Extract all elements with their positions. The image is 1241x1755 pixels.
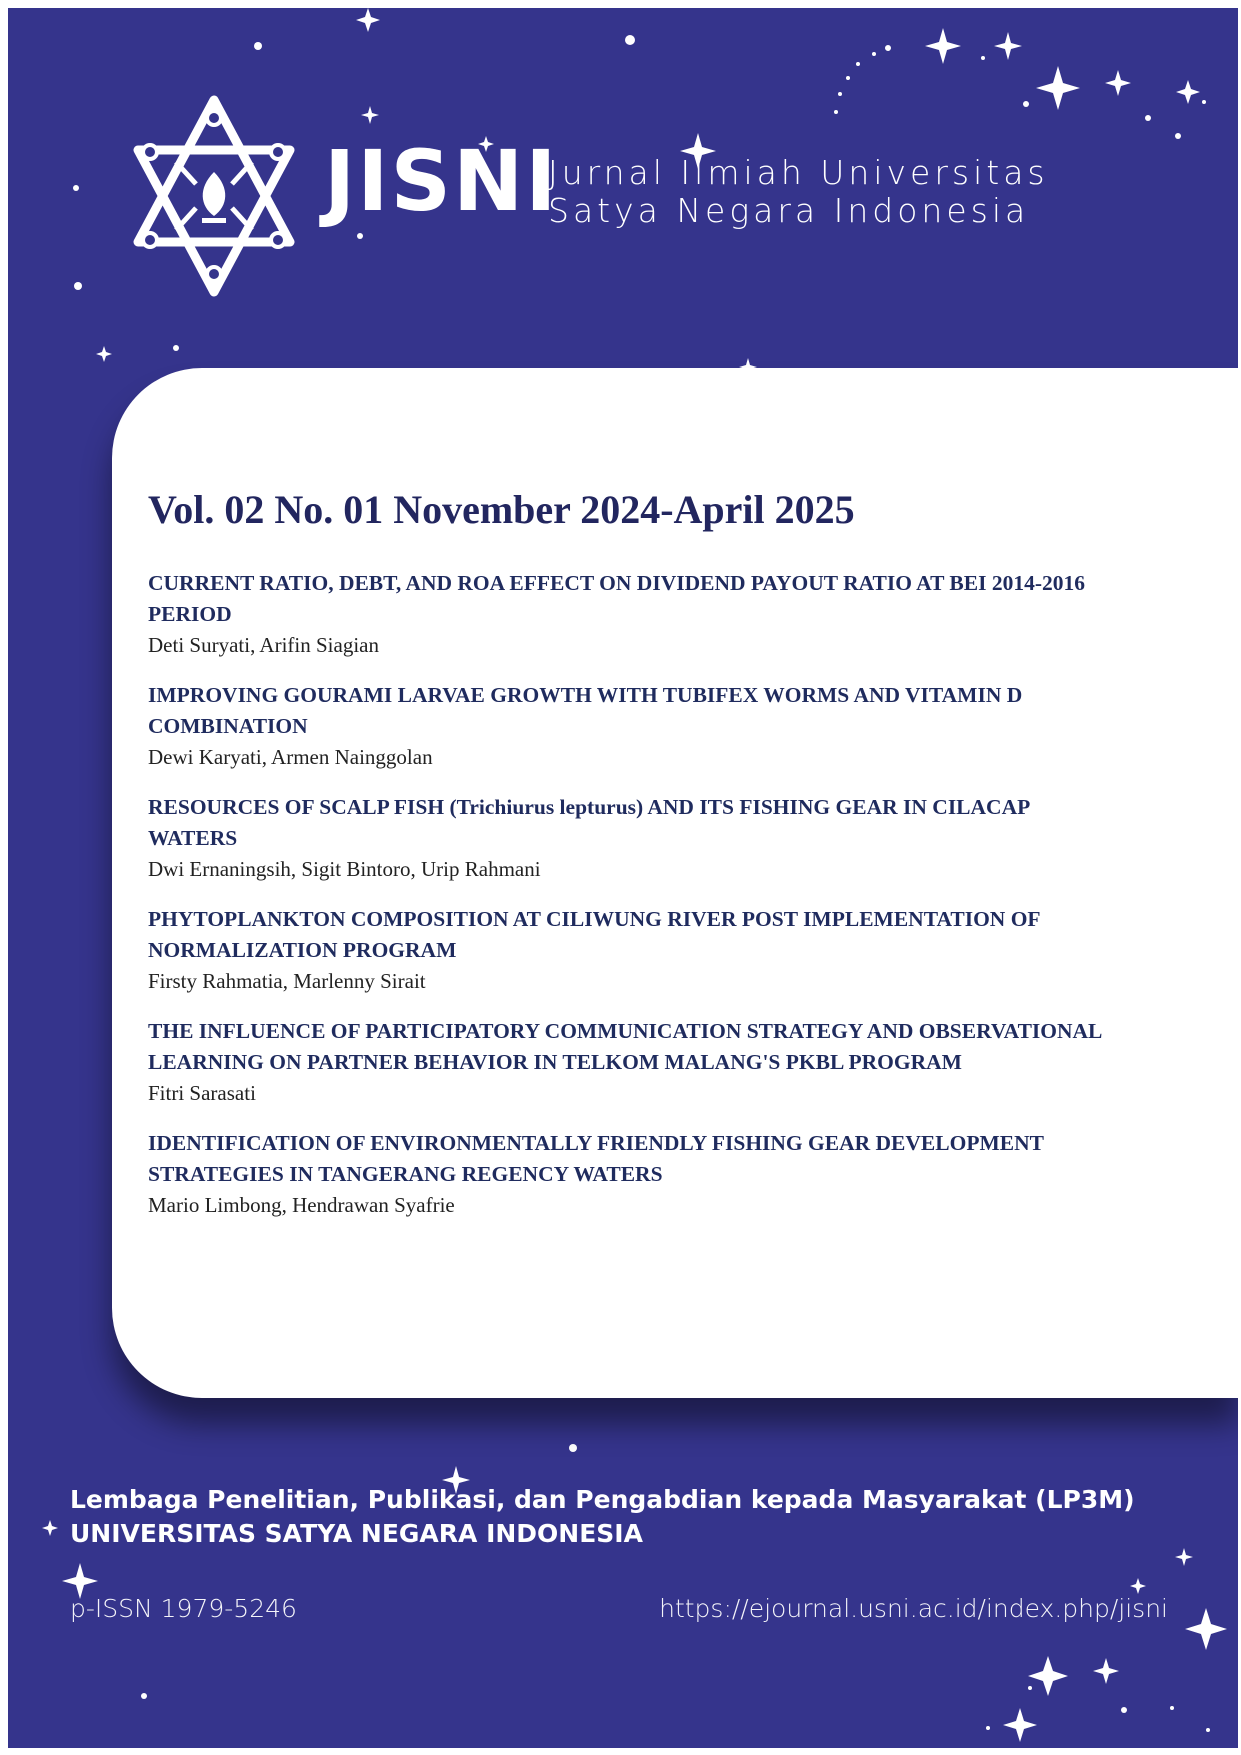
sparkle-icon [994, 32, 1022, 60]
sparkle-icon [1093, 1658, 1119, 1684]
publisher-institution: Lembaga Penelitian, Publikasi, dan Pengabdian kepada Masyarakat (LP3M) [70, 1485, 1135, 1514]
article-item [148, 680, 1108, 772]
article-title: THE INFLUENCE OF PARTICIPATORY COMMUNICATION STRATEGY AND OBSERVATIONAL LEARNING ON PARTNER BEHAVIOR IN TELKOM MALANG'S PKBL PROGRAM [148, 1019, 1102, 1074]
sparkle-icon [42, 1520, 58, 1536]
article-title: RESOURCES OF SCALP FISH (Trichiurus lepturus) AND ITS FISHING GEAR IN CILACAP WATERS [148, 795, 1030, 850]
publisher-university: UNIVERSITAS SATYA NEGARA INDONESIA [70, 1519, 643, 1548]
article-authors: Mario Limbong, Hendrawan Syafrie [148, 1193, 455, 1217]
sparkle-icon [1105, 70, 1131, 96]
article-authors: Dewi Karyati, Armen Nainggolan [148, 745, 433, 769]
article-item [148, 1016, 1108, 1108]
sparkle-icon [96, 346, 112, 362]
issue-title: Vol. 02 No. 01 November 2024-April 2025 [148, 487, 855, 532]
article-title: PHYTOPLANKTON COMPOSITION AT CILIWUNG RIVER POST IMPLEMENTATION OF NORMALIZATION PROGRAM [148, 907, 1040, 962]
sparkle-icon [1036, 66, 1080, 110]
publisher-block [70, 1483, 1210, 1551]
issn-number: p-ISSN 1979-5246 [70, 1594, 297, 1623]
sparkle-icon [356, 8, 380, 32]
article-authors: Firsty Rahmatia, Marlenny Sirait [148, 969, 426, 993]
contents-card [112, 368, 1238, 1398]
article-title: IMPROVING GOURAMI LARVAE GROWTH WITH TUBIFEX WORMS AND VITAMIN D COMBINATION [148, 683, 1023, 738]
article-item [148, 1128, 1108, 1220]
sparkle-icon [1028, 1656, 1068, 1696]
journal-name-line-2: Satya Negara Indonesia [548, 191, 1030, 230]
star-of-circuits-emblem-icon [128, 92, 300, 300]
article-title: CURRENT RATIO, DEBT, AND ROA EFFECT ON DIVIDEND PAYOUT RATIO AT BEI 2014-2016 PERIOD [148, 571, 1085, 626]
sparkle-icon [1185, 1608, 1227, 1650]
article-authors: Deti Suryati, Arifin Siagian [148, 633, 379, 657]
journal-url-link[interactable]: https://ejournal.usni.ac.id/index.php/jisni [659, 1594, 1168, 1623]
article-item [148, 792, 1108, 884]
journal-cover [8, 8, 1238, 1748]
flame-icon [203, 172, 226, 216]
journal-logo-wordmark: JISNI [324, 132, 559, 230]
sparkle-icon [925, 28, 961, 64]
sparkle-icon [1003, 1708, 1037, 1742]
sparkle-icon [1130, 1578, 1146, 1594]
article-item [148, 568, 1108, 660]
article-title: IDENTIFICATION OF ENVIRONMENTALLY FRIENDLY FISHING GEAR DEVELOPMENT STRATEGIES IN TANGERANG REGENCY WATERS [148, 1131, 1044, 1186]
article-authors: Dwi Ernaningsih, Sigit Bintoro, Urip Rahmani [148, 857, 541, 881]
journal-name-line-1: Jurnal Ilmiah Universitas [548, 153, 1049, 192]
journal-full-name [548, 154, 1108, 230]
article-list [148, 568, 1108, 1240]
article-authors: Fitri Sarasati [148, 1081, 256, 1105]
sparkle-icon [361, 106, 379, 124]
article-item [148, 904, 1108, 996]
sparkle-icon [1176, 80, 1200, 104]
